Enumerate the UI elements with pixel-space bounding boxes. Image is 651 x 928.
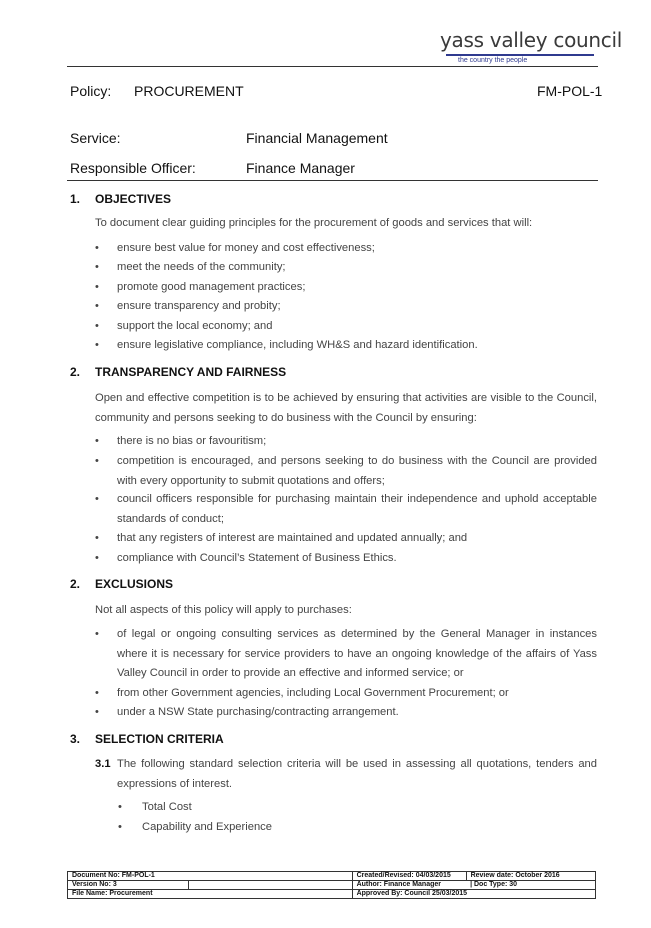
- subsection-text: The following standard selection criteria will be used in assessing all quotations, tenders and expressions of interest.: [117, 758, 597, 790]
- policy-label: Policy:: [70, 83, 112, 99]
- section-number: 3.: [70, 732, 81, 746]
- list-item: • meet the needs of the community;: [95, 258, 597, 278]
- logo-name: yass valley council: [440, 28, 622, 52]
- list-item: • promote good management practices;: [95, 278, 597, 298]
- section-heading-exclusions: [70, 577, 173, 591]
- section-number: 2.: [70, 365, 81, 379]
- document-footer: [67, 871, 596, 899]
- section-heading-selection: [70, 732, 224, 746]
- list-item: • Total Cost: [118, 798, 192, 818]
- objectives-intro: To document clear guiding principles for the procurement of goods and services that will:: [95, 217, 533, 229]
- section-title: OBJECTIVES: [95, 192, 172, 206]
- bullet-icon: •: [95, 242, 99, 254]
- bullet-icon: •: [95, 339, 99, 351]
- list-item: • ensure best value for money and cost effectiveness;: [95, 239, 597, 259]
- list-item: • from other Government agencies, including Local Government Procurement; or: [95, 684, 597, 704]
- list-item: • compliance with Council’s Statement of Business Ethics.: [95, 549, 597, 569]
- bullet-icon: •: [95, 320, 99, 332]
- transparency-intro: Open and effective competition is to be achieved by ensuring that activities are visible to the Council, community and persons seeking to do business with the Council by ensuring:: [95, 392, 597, 424]
- bullet-icon: •: [95, 628, 99, 640]
- officer-label: Responsible Officer:: [70, 160, 196, 176]
- list-item: • ensure transparency and probity;: [95, 297, 597, 317]
- logo-underline: [446, 54, 594, 56]
- service-value: Financial Management: [246, 130, 388, 146]
- subsection: [95, 755, 597, 794]
- footer-review: Review date: October 2016: [466, 872, 595, 881]
- list-item: • support the local economy; and: [95, 317, 597, 337]
- bullet-icon: •: [95, 261, 99, 273]
- logo-tagline: the country the people: [458, 57, 528, 64]
- bullet-icon: •: [95, 687, 99, 699]
- footer-row: [68, 881, 596, 890]
- footer-row: [68, 890, 596, 899]
- footer-created: Created/Revised: 04/03/2015: [352, 872, 466, 881]
- footer-doc-no: Document No: FM-POL-1: [68, 872, 353, 881]
- section-heading-transparency: [70, 365, 286, 379]
- list-item: • council officers responsible for purchasing maintain their independence and uphold acceptable standards of conduct;: [95, 490, 597, 529]
- footer-row: [68, 872, 596, 881]
- section-title: EXCLUSIONS: [95, 577, 174, 591]
- bullet-icon: •: [95, 281, 99, 293]
- footer-doc-type: | Doc Type: 30: [466, 881, 595, 890]
- bullet-icon: •: [95, 552, 99, 564]
- officer-value: Finance Manager: [246, 160, 355, 176]
- council-logo: [440, 28, 622, 64]
- list-item: • under a NSW State purchasing/contracting arrangement.: [95, 703, 597, 723]
- bullet-icon: •: [95, 435, 99, 447]
- section-title: SELECTION CRITERIA: [95, 732, 224, 746]
- bullet-icon: •: [118, 801, 122, 813]
- list-item: • that any registers of interest are maintained and updated annually; and: [95, 529, 597, 549]
- list-item: • of legal or ongoing consulting services as determined by the General Manager in instances where it is necessary for service providers to have an ongoing knowledge of the affairs of Yass Valley Council in order to provide an effective and informed service; or: [95, 625, 597, 684]
- meta-rule: [67, 180, 598, 181]
- policy-code: FM-POL-1: [537, 83, 603, 99]
- bullet-icon: •: [95, 493, 99, 505]
- footer-approved: Approved By: Council 25/03/2015: [352, 890, 595, 899]
- footer-author: Author: Finance Manager: [352, 881, 466, 890]
- exclusions-intro: Not all aspects of this policy will apply to purchases:: [95, 604, 352, 616]
- list-item: • ensure legislative compliance, including WH&S and hazard identification.: [95, 336, 597, 356]
- service-label: Service:: [70, 130, 121, 146]
- subsection-number: 3.1: [95, 758, 111, 770]
- list-item: • there is no bias or favouritism;: [95, 432, 597, 452]
- policy-name: PROCUREMENT: [134, 83, 244, 99]
- bullet-icon: •: [95, 706, 99, 718]
- section-number: 1.: [70, 192, 81, 206]
- section-heading-objectives: [70, 192, 171, 206]
- bullet-icon: •: [95, 532, 99, 544]
- section-number: 2.: [70, 577, 81, 591]
- list-item: • Capability and Experience: [118, 818, 272, 838]
- header-rule: [67, 66, 598, 67]
- footer-version: Version No: 3: [68, 881, 189, 890]
- bullet-icon: •: [95, 455, 99, 467]
- footer-version-blank: [189, 881, 353, 890]
- section-title: TRANSPARENCY AND FAIRNESS: [95, 365, 287, 379]
- list-item: • competition is encouraged, and persons seeking to do business with the Council are provided with every opportunity to submit quotations and offers;: [95, 452, 597, 491]
- bullet-icon: •: [95, 300, 99, 312]
- footer-file-name: File Name: Procurement: [68, 890, 353, 899]
- bullet-icon: •: [118, 821, 122, 833]
